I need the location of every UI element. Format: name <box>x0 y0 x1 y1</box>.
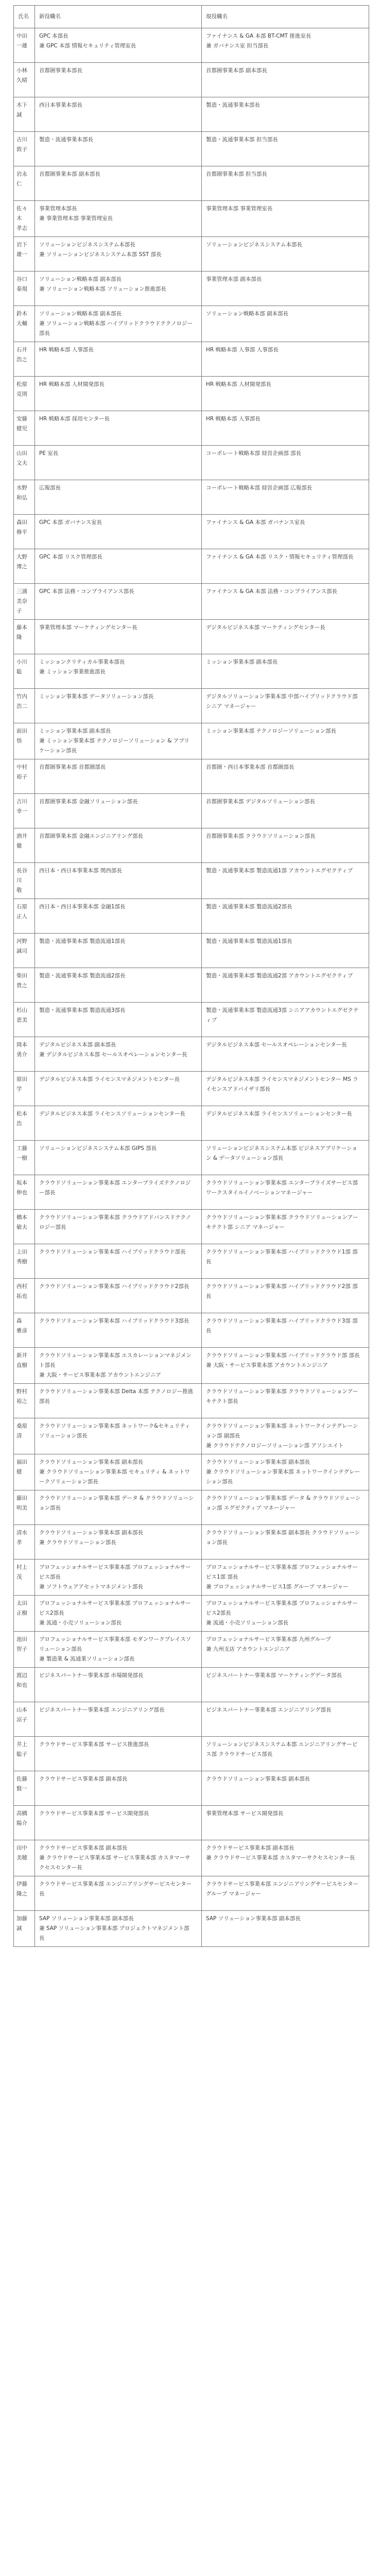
table-row <box>14 794 369 828</box>
current-title: クラウドソリューション事業本部 ハイブリッドクラウド3部 部長 <box>202 1313 369 1348</box>
table-row <box>14 480 369 515</box>
current-title: 製造・流通事業本部 製造流通1部長 <box>202 934 369 968</box>
new-title: 広報部長 <box>35 480 202 515</box>
personnel-change-table <box>13 5 369 1947</box>
table-row <box>14 1072 369 1106</box>
person-name: 安藤 健児 <box>14 411 35 446</box>
table-row <box>14 1348 369 1384</box>
person-name: 岩永 仁 <box>14 166 35 201</box>
current-title: ファイナンス & GA 本部 リスク・情報セキュリティ管理部長 <box>202 549 369 584</box>
person-name: 河野 誠司 <box>14 934 35 968</box>
current-title: デジタルソリューション事業本部 中部ハイブリッドクラウド部 シニア マネージャー <box>202 689 369 723</box>
current-title: 事業管理本部 事業管理室長 <box>202 201 369 237</box>
person-name: 田中 美穂 <box>14 1840 35 1876</box>
current-title: デジタルビジネス本部 セールスオペレーションセンター長 <box>202 1037 369 1072</box>
table-row <box>14 446 369 480</box>
table-row <box>14 1632 369 1668</box>
new-title: ソリューション戦略本部 副本部長 兼 ソリューション戦略本部 ハイブリッドクラウドテクノロジー部長 <box>35 306 202 342</box>
table-row <box>14 272 369 306</box>
table-row <box>14 863 369 899</box>
person-name: 岩下 雄一 <box>14 237 35 272</box>
person-name: 長谷川 敬 <box>14 863 35 899</box>
table-row <box>14 1106 369 1141</box>
current-title: ビジネスパートナー事業本部 エンジニアリング部長 <box>202 1702 369 1737</box>
new-title: 西日本・西日本事業本部 関西部長 <box>35 863 202 899</box>
new-title: ソリューション戦略本部 副本部長 兼 ソリューション戦略本部 ソリューション推進部長 <box>35 272 202 306</box>
person-name: 桑原 清 <box>14 1418 35 1454</box>
table-row <box>14 1806 369 1840</box>
table-row <box>14 1596 369 1632</box>
person-name: 太田 正樹 <box>14 1596 35 1632</box>
person-name: 中田 一雄 <box>14 28 35 63</box>
table-row <box>14 63 369 97</box>
new-title: 西日本・西日本事業本部 金融1部長 <box>35 899 202 934</box>
current-title: 首都圏事業本部 デジタルソリューション部長 <box>202 794 369 828</box>
new-title: クラウドサービス事業本部 副本部長 兼 クラウドサービス事業本部 サービス事業本部 カスタマーサクセスセンター長 <box>35 1840 202 1876</box>
table-row <box>14 411 369 446</box>
person-name: 藤田 明美 <box>14 1490 35 1525</box>
current-title: クラウドソリューション事業本部 ハイブリッドクラウド1部 部長 <box>202 1244 369 1279</box>
table-row <box>14 1384 369 1418</box>
new-title: クラウドソリューション事業本部 クラウドアドバンスドテクノロジー部長 <box>35 1210 202 1244</box>
table-row <box>14 934 369 968</box>
table-row <box>14 97 369 132</box>
current-title: 首都圏・西日本事業本部 首都圏部長 <box>202 759 369 794</box>
current-title: ミッション事業本部 副本部長 <box>202 654 369 689</box>
person-name: 小林 久晴 <box>14 63 35 97</box>
table-row <box>14 1418 369 1454</box>
current-title: 製造・流通事業本部長 <box>202 97 369 132</box>
current-title: プロフェッショナルサービス事業本部 プロフェッショナルサービス2部長 兼 流通・小売ソリューション部長 <box>202 1596 369 1632</box>
table-row <box>14 759 369 794</box>
person-name: 松原 克則 <box>14 377 35 411</box>
person-name: 柴田 貴之 <box>14 968 35 1003</box>
current-title: 首都圏事業本部 クラウドソリューション部長 <box>202 828 369 863</box>
person-name: 福田 健 <box>14 1454 35 1490</box>
new-title: HR 戦略本部 人材開発部長 <box>35 377 202 411</box>
person-name: 小川 聡 <box>14 654 35 689</box>
person-name: 上田 秀樹 <box>14 1244 35 1279</box>
current-title: ソリューションビジネスシステム本部 エンジニアリングサービス部 クラウドサービス部長 <box>202 1737 369 1771</box>
current-title: 製造・流通事業本部 担当部長 <box>202 132 369 166</box>
new-title: プロフェッショナルサービス事業本部 プロフェッショナルサービス2部長 兼 流通・小売ソリューション部長 <box>35 1596 202 1632</box>
table-row <box>14 584 369 620</box>
current-title: HR 戦略本部 人事部長 <box>202 411 369 446</box>
person-name: 吉川 幸一 <box>14 794 35 828</box>
person-name: 佐藤 賢一 <box>14 1771 35 1806</box>
table-row <box>14 1525 369 1560</box>
current-title: ミッション事業本部 テクノロジーソリューション部長 <box>202 723 369 759</box>
current-title: 事業管理本部 サービス開発部長 <box>202 1806 369 1840</box>
current-title: クラウドソリューション事業本部 ハイブリッドクラウド部 部長 兼 大阪・サービス事業本部 アカウントエンジニア <box>202 1348 369 1384</box>
table-row <box>14 1490 369 1525</box>
new-title: GPC 本部 法務・コンプライアンス部長 <box>35 584 202 620</box>
person-name: 杉山 恵美 <box>14 1003 35 1037</box>
person-name: 清水 孝 <box>14 1525 35 1560</box>
current-title: デジタルビジネス本部 ライセンスソリューションセンター長 <box>202 1106 369 1141</box>
new-title: PE 室長 <box>35 446 202 480</box>
current-title: コーポレート戦略本部 経営企画部 部長 <box>202 446 369 480</box>
table-header-row <box>14 6 369 28</box>
person-name: 酒井 徹 <box>14 828 35 863</box>
current-title: 事業管理本部 副本部長 <box>202 272 369 306</box>
person-name: 石原 正人 <box>14 899 35 934</box>
current-title: 製造・流通事業本部 製造流通1部 アカウントエグゼクティブ <box>202 863 369 899</box>
current-title: クラウドソリューション事業本部 データ & クラウドソリューション部 エグゼクティブ マネージャー <box>202 1490 369 1525</box>
table-row <box>14 654 369 689</box>
new-title: デジタルビジネス本部 副本部長 兼 デジタルビジネス本部 セールスオペレーションセンター長 <box>35 1037 202 1072</box>
person-name: 加藤 誠 <box>14 1911 35 1947</box>
person-name: 竹内 浩二 <box>14 689 35 723</box>
new-title: クラウドサービス事業本部 サービス推進部長 <box>35 1737 202 1771</box>
current-title: ファイナンス & GA 本部 法務・コンプライアンス部長 <box>202 584 369 620</box>
new-title: 首都圏事業本部 副本部長 <box>35 166 202 201</box>
current-title: ソリューションビジネスシステム本部長 <box>202 237 369 272</box>
new-title: ミッション事業本部 副本部長 兼 ミッション事業本部 テクノロジーソリューション & アプリケーション部長 <box>35 723 202 759</box>
current-title: 首都圏事業本部 副本部長 <box>202 63 369 97</box>
new-title: クラウドソリューション事業本部 副本部長 兼 クラウドソリューション部長 <box>35 1525 202 1560</box>
current-title: 製造・流通事業本部 製造流通2部 アカウントエグゼクティブ <box>202 968 369 1003</box>
person-name: 高橋 陽介 <box>14 1806 35 1840</box>
current-title: クラウドソリューション事業本部 副本部長 兼 クラウドソリューション事業本部 ネットワークインテグレーション部長 <box>202 1454 369 1490</box>
table-row <box>14 237 369 272</box>
table-row <box>14 1279 369 1313</box>
person-name: 村上 茂 <box>14 1560 35 1596</box>
current-title: デジタルビジネス本部 ライセンスマネジメントセンター MS ライセンスアドバイザリ部長 <box>202 1072 369 1106</box>
person-name: 原田 学 <box>14 1072 35 1106</box>
person-name: 佐々木 孝志 <box>14 201 35 237</box>
new-title: クラウドサービス事業本部 サービス開発部長 <box>35 1806 202 1840</box>
table-row <box>14 28 369 63</box>
current-title: ファイナンス & GA 本部 ガバナンス室長 <box>202 515 369 549</box>
current-title: コーポレート戦略本部 経営企画部 広報部長 <box>202 480 369 515</box>
current-title: 製造・流通事業本部 製造流通2部長 <box>202 899 369 934</box>
person-name: 伊藤 隆之 <box>14 1876 35 1911</box>
person-name: 森田 修平 <box>14 515 35 549</box>
table-row <box>14 342 369 377</box>
person-name: 井上 聡子 <box>14 1737 35 1771</box>
new-title: プロフェッショナルサービス事業本部 プロフェッショナルサービス部長 兼 ソフトウェアアセットマネジメント部長 <box>35 1560 202 1596</box>
current-title: HR 戦略本部 人事部 人事部長 <box>202 342 369 377</box>
new-title: デジタルビジネス本部 ライセンスマネジメントセンター長 <box>35 1072 202 1106</box>
person-name: 坂本 伸也 <box>14 1175 35 1210</box>
person-name: 池田 智子 <box>14 1632 35 1668</box>
table-row <box>14 1141 369 1175</box>
person-name: 鈴木 大輔 <box>14 306 35 342</box>
person-name: 渡辺 和也 <box>14 1668 35 1702</box>
table-row <box>14 1313 369 1348</box>
new-title: クラウドソリューション事業本部 エンタープライズテクノロジー部長 <box>35 1175 202 1210</box>
current-title: ファイナンス & GA 本部 BT-CMT 推進室長 兼 ガバナンス室 担当部長 <box>202 28 369 63</box>
table-row <box>14 968 369 1003</box>
new-title: ビジネスパートナー事業本部 市場開発部長 <box>35 1668 202 1702</box>
person-name: 前田 悟 <box>14 723 35 759</box>
new-title: クラウドソリューション事業本部 ハイブリッドクラウド部長 <box>35 1244 202 1279</box>
current-title: 製造・流通事業本部 製造流通3部 シニアアカウントエグゼクティブ <box>202 1003 369 1037</box>
current-title: クラウドソリューション事業本部 ネットワークインテグレーション部 副部長 兼 クラウドテクノロジーソリューション部 アソシエイト <box>202 1418 369 1454</box>
current-title: クラウドサービス事業本部 エンジニアリングサービスセンター グループ マネージャー <box>202 1876 369 1911</box>
current-title: ソリューション戦略本部 副本部長 <box>202 306 369 342</box>
new-title: HR 戦略本部 採用センター長 <box>35 411 202 446</box>
current-title: クラウドソリューション事業本部 副本部長 クラウドソリューション部長 <box>202 1525 369 1560</box>
new-title: クラウドソリューション事業本部 Delta 本部 テクノロジー推進部長 <box>35 1384 202 1418</box>
current-title: プロフェッショナルサービス事業本部 プロフェッショナルサービス1部 部長 兼 プロフェッショナルサービス1部 グループ マネージャー <box>202 1560 369 1596</box>
new-title: ソリューションビジネスシステム本部 GIPS 部長 <box>35 1141 202 1175</box>
current-title: クラウドソリューション事業本部 クラウドソリューションアーキテクト部 シニア マネージャー <box>202 1210 369 1244</box>
table-row <box>14 1037 369 1072</box>
table-row <box>14 899 369 934</box>
current-title: HR 戦略本部 人材開発部長 <box>202 377 369 411</box>
table-row <box>14 1840 369 1876</box>
person-name: 谷口 泰規 <box>14 272 35 306</box>
new-title: GPC 本部 リスク管理部長 <box>35 549 202 584</box>
current-title: デジタルビジネス本部 マーケティングセンター長 <box>202 620 369 654</box>
current-title: クラウドソリューション事業本部 エンタープライズサービス部 ワークスタイルイノベーションマネージャー <box>202 1175 369 1210</box>
table-row <box>14 723 369 759</box>
current-title: プロフェッショナルサービス事業本部 九州グループ 兼 九州支店 アカウントエンジニア <box>202 1632 369 1668</box>
table-row <box>14 1244 369 1279</box>
new-title: HR 戦略本部 人事部長 <box>35 342 202 377</box>
new-title: クラウドソリューション事業本部 エスカレーションマネジメント部長 兼 大阪・サービス事業本部 アカウントエンジニア <box>35 1348 202 1384</box>
new-title: クラウドサービス事業本部 エンジニアリングサービスセンター長 <box>35 1876 202 1911</box>
person-name: 中村 裕子 <box>14 759 35 794</box>
new-title: GPC 本部長 兼 GPC 本部 情報セキュリティ管理室長 <box>35 28 202 63</box>
new-title: クラウドソリューション事業本部 データ & クラウドソリューション部長 <box>35 1490 202 1525</box>
new-title: 事業管理本部 マーケティングセンター長 <box>35 620 202 654</box>
new-title: クラウドソリューション事業本部 ハイブリッドクラウド3部長 <box>35 1313 202 1348</box>
new-title: GPC 本部 ガバナンス室長 <box>35 515 202 549</box>
table-row <box>14 1210 369 1244</box>
person-name: 木下 誠 <box>14 97 35 132</box>
new-title: ミッションクリティカル事業本部長 兼 ミッション事業推進部長 <box>35 654 202 689</box>
person-name: 工藤 一樹 <box>14 1141 35 1175</box>
new-title: 首都圏事業本部 金融エンジニアリング部長 <box>35 828 202 863</box>
new-title: 製造・流通事業本部長 <box>35 132 202 166</box>
new-title: ビジネスパートナー事業本部 エンジニアリング部長 <box>35 1702 202 1737</box>
new-title: プロフェッショナルサービス事業本部 モダンワークプレイスソリューション部長 兼 製造業 & 流通業ソリューション部長 <box>35 1632 202 1668</box>
current-title: クラウドソリューション事業本部 副本部長 <box>202 1771 369 1806</box>
new-title: クラウドソリューション事業本部 ハイブリッドクラウド2部長 <box>35 1279 202 1313</box>
header-current-title: 現役職名 <box>202 6 369 28</box>
table-row <box>14 1876 369 1911</box>
table-row <box>14 377 369 411</box>
new-title: 事業管理本部長 兼 事業管理本部 事業管理室長 <box>35 201 202 237</box>
table-row <box>14 201 369 237</box>
table-row <box>14 549 369 584</box>
new-title: クラウドサービス事業本部 副本部長 <box>35 1771 202 1806</box>
table-row <box>14 1911 369 1947</box>
header-new-title: 新役職名 <box>35 6 202 28</box>
person-name: 山本 涼子 <box>14 1702 35 1737</box>
current-title: ソリューションビジネスシステム本部 ビジネスアプリケーション & データソリューション部長 <box>202 1141 369 1175</box>
current-title: クラウドサービス事業本部 副本部長 兼 クラウドサービス事業本部 カスタマーサクセスセンター長 <box>202 1840 369 1876</box>
table-row <box>14 620 369 654</box>
person-name: 三浦 美奈子 <box>14 584 35 620</box>
table-body <box>14 28 369 1947</box>
table-row <box>14 515 369 549</box>
new-title: 首都圏事業本部 首都圏部長 <box>35 759 202 794</box>
new-title: 製造・流通事業本部 製造流通1部長 <box>35 934 202 968</box>
new-title: SAP ソリューション事業本部 副本部長 兼 SAP ソリューション事業本部 プロジェクトマネジメント部長 <box>35 1911 202 1947</box>
table-row <box>14 1668 369 1702</box>
new-title: 西日本事業本部長 <box>35 97 202 132</box>
new-title: 首都圏事業本部長 <box>35 63 202 97</box>
person-name: 大野 博之 <box>14 549 35 584</box>
table-row <box>14 1737 369 1771</box>
table-row <box>14 306 369 342</box>
person-name: 森 雅彦 <box>14 1313 35 1348</box>
table-row <box>14 1175 369 1210</box>
table-row <box>14 689 369 723</box>
person-name: 松本 浩 <box>14 1106 35 1141</box>
new-title: 首都圏事業本部 金融ソリューション部長 <box>35 794 202 828</box>
current-title: ビジネスパートナー事業本部 マーケティングデータ部長 <box>202 1668 369 1702</box>
person-name: 新井 直樹 <box>14 1348 35 1384</box>
new-title: ソリューションビジネスシステム本部長 兼 ソリューションビジネスシステム本部 SST 部長 <box>35 237 202 272</box>
table-row <box>14 166 369 201</box>
table-row <box>14 1702 369 1737</box>
person-name: 橋本 敏夫 <box>14 1210 35 1244</box>
table-row <box>14 1003 369 1037</box>
current-title: SAP ソリューション事業本部 副本部長 <box>202 1911 369 1947</box>
new-title: デジタルビジネス本部 ライセンスソリューションセンター長 <box>35 1106 202 1141</box>
person-name: 野村 裕之 <box>14 1384 35 1418</box>
table-row <box>14 1560 369 1596</box>
person-name: 水野 和弘 <box>14 480 35 515</box>
person-name: 西村 拓也 <box>14 1279 35 1313</box>
table-row <box>14 1454 369 1490</box>
header-name: 氏名 <box>14 6 35 28</box>
person-name: 岡本 勇介 <box>14 1037 35 1072</box>
current-title: クラウドソリューション事業本部 クラウドソリューションアーキテクト部長 <box>202 1384 369 1418</box>
table-row <box>14 828 369 863</box>
table-row <box>14 132 369 166</box>
new-title: 製造・流通事業本部 製造流通3部長 <box>35 1003 202 1037</box>
current-title: クラウドソリューション事業本部 ハイブリッドクラウド2部 部長 <box>202 1279 369 1313</box>
new-title: クラウドソリューション事業本部 副本部長 兼 クラウドソリューション事業本部 セキュリティ & ネットワークソリューション部長 <box>35 1454 202 1490</box>
current-title: 首都圏事業本部 担当部長 <box>202 166 369 201</box>
new-title: 製造・流通事業本部 製造流通2部長 <box>35 968 202 1003</box>
new-title: クラウドソリューション事業本部 ネットワーク&セキュリティソリューション部長 <box>35 1418 202 1454</box>
new-title: ミッション事業本部 データソリューション部長 <box>35 689 202 723</box>
person-name: 石井 浩之 <box>14 342 35 377</box>
person-name: 古川 敦子 <box>14 132 35 166</box>
person-name: 藤本 隆 <box>14 620 35 654</box>
table-row <box>14 1771 369 1806</box>
person-name: 山田 文夫 <box>14 446 35 480</box>
